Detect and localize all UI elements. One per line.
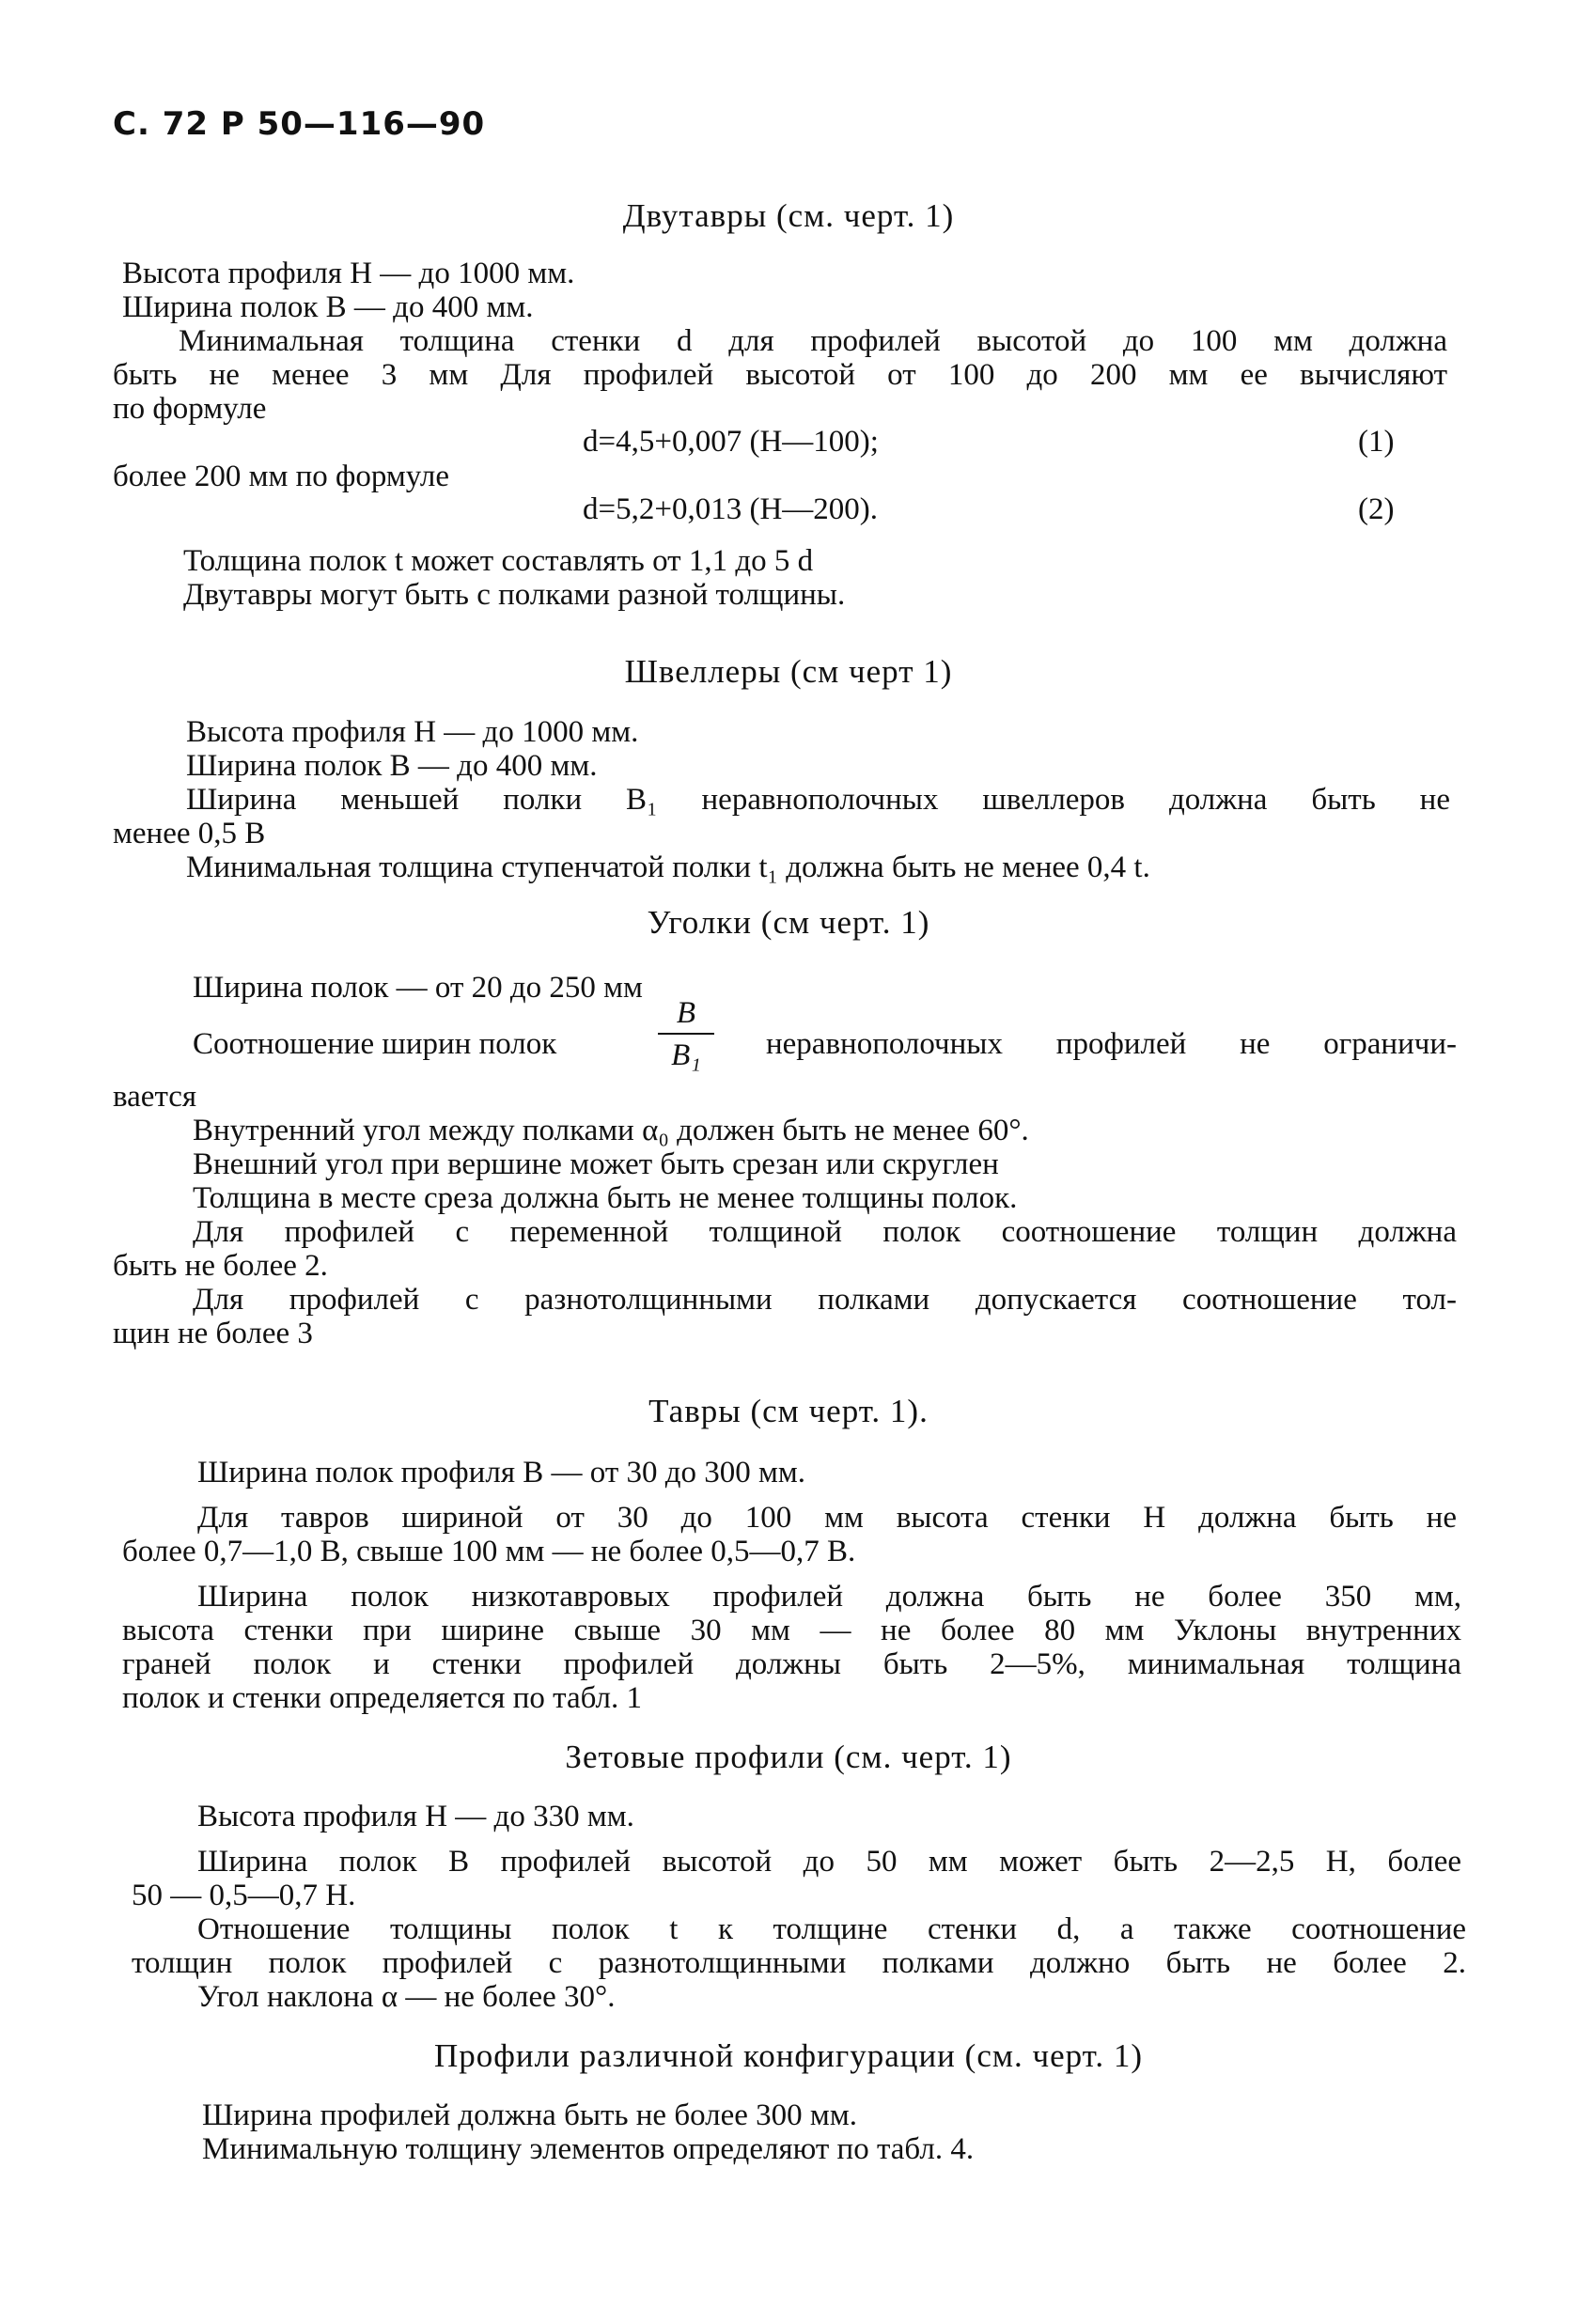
ibeam-line-6: более 200 мм по формуле [113,460,449,493]
section-title-angle: Уголки (см черт. 1) [647,904,930,941]
channel-line-4: менее 0,5 B [113,817,266,850]
angle-line-2b: неравнополочных профилей не ограничи- [766,1027,1457,1061]
angle-line-3: вается [113,1080,197,1114]
section-title-channel: Швеллеры (см черт 1) [624,653,953,690]
zee-line-6: Угол наклона α — не более 30°. [197,1980,616,2014]
ibeam-line-7: Толщина полок t может составлять от 1,1 до 5 d [183,544,814,578]
fraction-denominator: B₁ [671,1038,701,1072]
channel-line-1: Высота профиля H — до 1000 мм. [186,715,639,749]
fraction-bar [658,1033,714,1035]
angle-line-9: Для профилей с разнотолщинными полками допускается соотношение тол- [193,1283,1457,1317]
misc-line-2: Минимальную толщину элементов определяют по табл. 4. [202,2132,975,2166]
ibeam-line-4: быть не менее 3 мм Для профилей высотой от 100 до 200 мм ее вычисляют [113,358,1447,392]
tee-line-1: Ширина полок профиля B — от 30 до 300 мм. [197,1456,806,1490]
ibeam-line-3: Минимальная толщина стенки d для профилей высотой до 100 мм должна [179,324,1447,358]
section-title-ibeam: Двутавры (см. черт. 1) [622,197,955,234]
fraction-numerator: B [676,996,696,1030]
ibeam-line-5: по формуле [113,392,267,426]
formula-1: d=4,5+0,007 (H—100); [583,425,879,459]
angle-line-4: Внутренний угол между полками α₀ должен быть не менее 60°. [193,1114,1029,1147]
section-title-misc: Профили различной конфигурации (см. черт. 1) [433,2037,1144,2074]
tee-line-6: граней полок и стенки профилей должны быть 2—5%, минимальная толщина [122,1647,1461,1681]
formula-2-number: (2) [1358,492,1395,526]
tee-line-7: полок и стенки определяется по табл. 1 [122,1681,643,1715]
page-header: С. 72 Р 50—116—90 [113,105,486,143]
zee-line-4: Отношение толщины полок t к толщине стенки d, а также соотношение [197,1912,1466,1946]
tee-line-2: Для тавров шириной от 30 до 100 мм высота стенки H должна быть не [197,1501,1457,1535]
formula-2: d=5,2+0,013 (H—200). [583,492,879,526]
angle-line-7: Для профилей с переменной толщиной полок соотношение толщин должна [193,1215,1457,1249]
channel-line-3: Ширина меньшей полки B₁ неравнополочных швеллеров должна быть не [186,783,1450,817]
tee-line-3: более 0,7—1,0 B, свыше 100 мм — не более 0,5—0,7 B. [122,1535,856,1568]
ibeam-line-1: Высота профиля H — до 1000 мм. [122,257,575,290]
tee-line-4: Ширина полок низкотавровых профилей должна быть не более 350 мм, [197,1580,1461,1614]
angle-line-8: быть не более 2. [113,1249,328,1283]
section-title-tee: Тавры (см черт. 1). [648,1393,929,1429]
angle-line-10: щин не более 3 [113,1317,313,1350]
zee-line-1: Высота профиля H — до 330 мм. [197,1800,634,1833]
angle-line-1: Ширина полок — от 20 до 250 мм [193,971,643,1005]
channel-line-2: Ширина полок B — до 400 мм. [186,749,598,783]
section-title-zee: Зетовые профили (см. черт. 1) [565,1739,1012,1775]
zee-line-3: 50 — 0,5—0,7 H. [132,1879,356,1912]
width-ratio-fraction [658,996,714,1073]
channel-line-5: Минимальная толщина ступенчатой полки t₁ должна быть не менее 0,4 t. [186,850,1150,884]
misc-line-1: Ширина профилей должна быть не более 300 мм. [202,2098,857,2132]
zee-line-5: толщин полок профилей с разнотолщинными полками должно быть не более 2. [132,1946,1466,1980]
tee-line-5: высота стенки при ширине свыше 30 мм — не более 80 мм Уклоны внутренних [122,1614,1461,1647]
ibeam-line-2: Ширина полок B — до 400 мм. [122,290,534,324]
angle-line-6: Толщина в месте среза должна быть не менее толщины полок. [193,1181,1018,1215]
zee-line-2: Ширина полок B профилей высотой до 50 мм может быть 2—2,5 H, более [197,1845,1461,1879]
angle-line-2a: Соотношение ширин полок [193,1027,557,1061]
angle-line-5: Внешний угол при вершине может быть срезан или скруглен [193,1147,999,1181]
formula-1-number: (1) [1358,425,1395,459]
ibeam-line-8: Двутавры могут быть с полками разной толщины. [183,578,846,612]
